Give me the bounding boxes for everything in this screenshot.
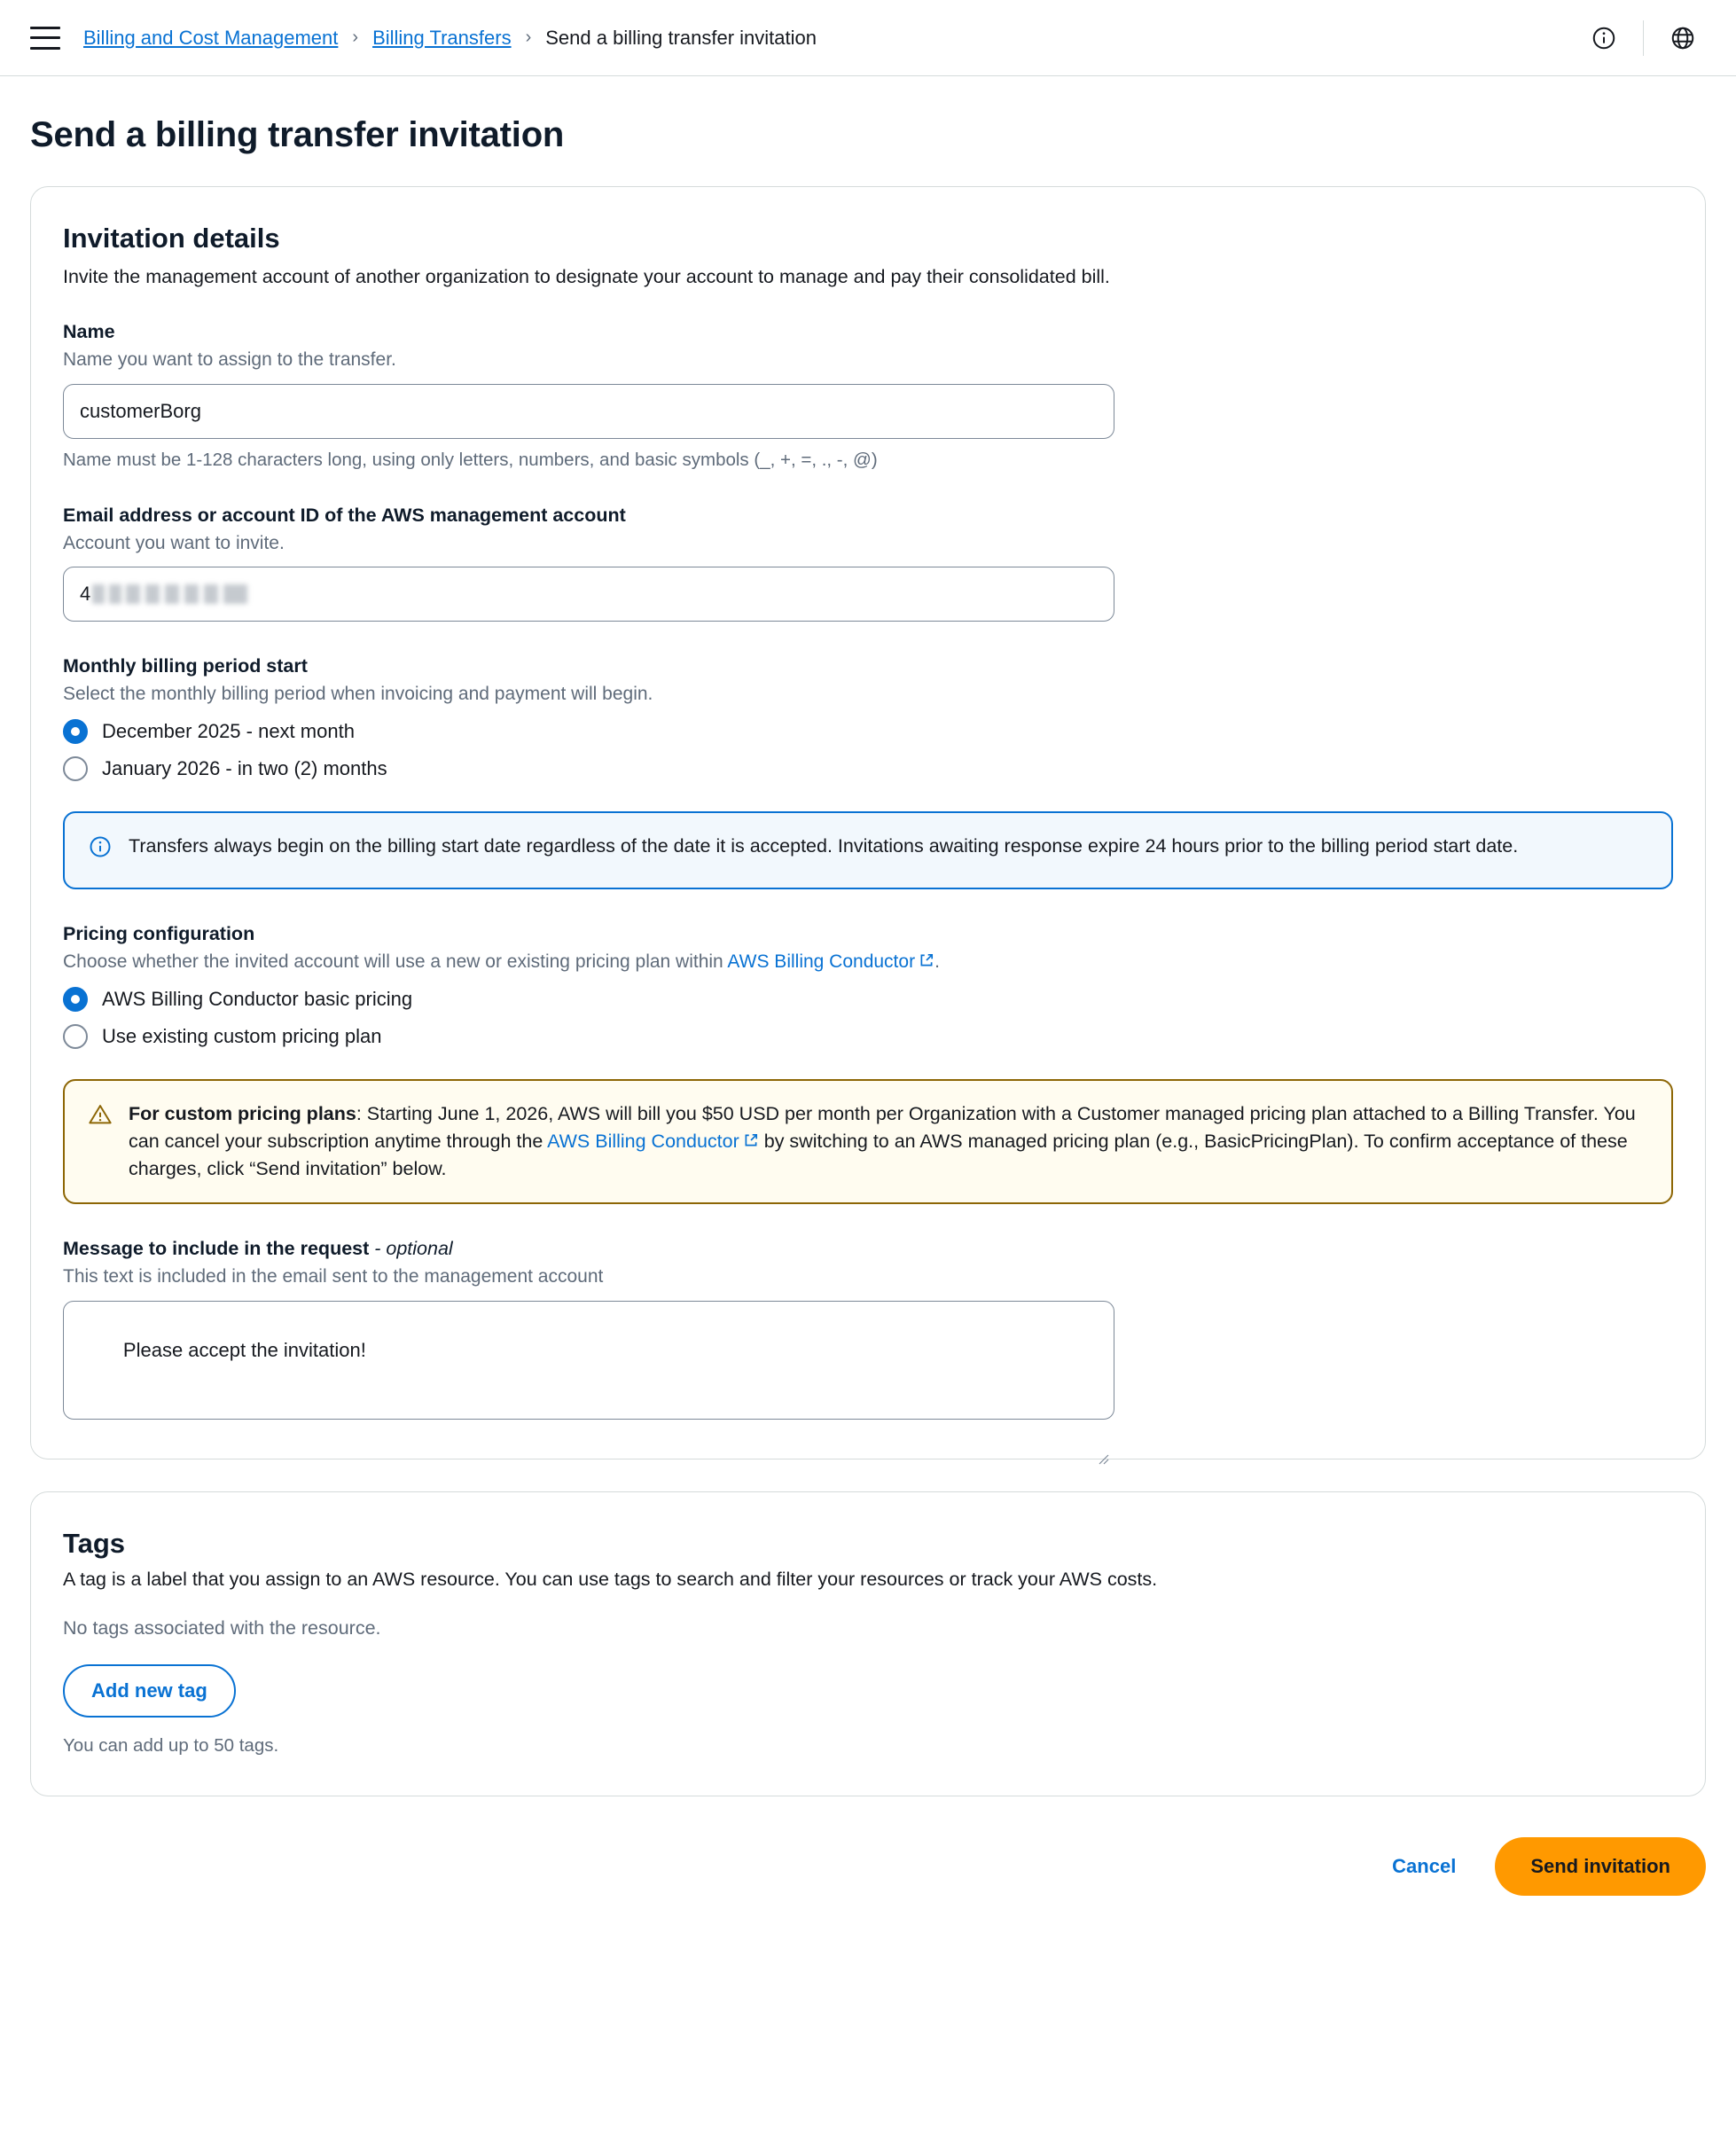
top-navigation-bar [0, 0, 1736, 76]
radio-indicator [63, 1024, 88, 1049]
billing-period-sublabel: Select the monthly billing period when invoicing and payment will begin. [63, 683, 653, 704]
account-masked-value [92, 584, 247, 604]
name-label: Name [63, 321, 115, 343]
breadcrumb [83, 27, 817, 50]
account-sublabel: Account you want to invite. [63, 532, 285, 553]
billing-period-label: Monthly billing period start [63, 654, 308, 677]
pricing-sublabel-prefix: Choose whether the invited account will use a new or existing pricing plan within [63, 951, 728, 972]
add-new-tag-button[interactable]: Add new tag [63, 1664, 236, 1718]
breadcrumb-separator: › [525, 27, 532, 47]
invitation-details-heading: Invitation details [63, 223, 280, 254]
radio-pricing-existing-custom[interactable] [63, 1024, 1673, 1049]
pricing-configuration-label: Pricing configuration [63, 922, 255, 944]
radio-pricing-basic[interactable] [63, 987, 1673, 1012]
account-input[interactable] [63, 567, 1114, 622]
invitation-details-card [30, 186, 1706, 1459]
pricing-sublabel-suffix: . [934, 951, 940, 972]
external-link-icon [919, 950, 934, 966]
page-title: Send a billing transfer invitation [30, 115, 565, 154]
breadcrumb-item-billing-and-cost-management[interactable]: Billing and Cost Management [83, 26, 339, 49]
resize-handle-icon[interactable] [1095, 1401, 1109, 1415]
account-label: Email address or account ID of the AWS management account [63, 504, 626, 526]
account-input-value: 4 [80, 582, 91, 605]
message-textarea-value: Please accept the invitation! [122, 1338, 366, 1361]
name-input-value: customerBorg [80, 399, 201, 422]
info-circle-icon[interactable] [1581, 15, 1627, 61]
tags-description: A tag is a label that you assign to an AWS resource. You can use tags to search and filter your resources or track your AWS costs. [63, 1568, 1158, 1590]
tags-heading: Tags [63, 1527, 126, 1559]
warning-alert-part2: by switching to an AWS managed pricing plan (e.g., BasicPricingPlan). To confirm acceptance of these charges, click “Send invitation” below. [129, 1131, 1628, 1180]
tags-card [30, 1491, 1706, 1796]
tags-empty-state: No tags associated with the resource. [63, 1616, 381, 1639]
warning-alert-part1: : Starting June 1, 2026, AWS will bill you $50 USD per month per Organization with a Customer managed pricing plan attached to a Billing Transfer. You can cancel your subscription anytime through the [129, 1102, 1636, 1153]
invitation-details-description: Invite the management account of another organization to designate your account to manage and pay their consolidated bill. [63, 266, 1110, 287]
pricing-configuration-group [63, 923, 1673, 1049]
radio-billing-period-december-2025[interactable] [63, 719, 1673, 744]
toolbar-divider [1643, 20, 1644, 56]
custom-pricing-warning-alert [63, 1079, 1673, 1205]
message-textarea[interactable] [63, 1301, 1114, 1420]
aws-billing-conductor-link[interactable]: AWS Billing Conductor [547, 1131, 739, 1153]
info-alert [63, 811, 1673, 888]
external-link-icon [743, 1129, 759, 1145]
warning-triangle-icon [88, 1102, 113, 1184]
info-circle-icon [88, 834, 113, 867]
breadcrumb-separator: › [352, 27, 359, 47]
radio-indicator [63, 987, 88, 1012]
tags-limit-hint: You can add up to 50 tags. [63, 1734, 279, 1756]
radio-indicator [63, 719, 88, 744]
message-sublabel: This text is included in the email sent to the management account [63, 1266, 604, 1287]
breadcrumb-item-billing-transfers[interactable]: Billing Transfers [372, 26, 512, 49]
top-bar-actions [1581, 15, 1706, 61]
radio-label: Use existing custom pricing plan [102, 1024, 382, 1047]
radio-indicator [63, 756, 88, 781]
radio-label: AWS Billing Conductor basic pricing [102, 987, 413, 1010]
name-input[interactable] [63, 384, 1114, 439]
name-constraint-hint: Name must be 1-128 characters long, using only letters, numbers, and basic symbols (_, +, =, ., -, @) [63, 449, 878, 470]
message-label-text: Message to include in the request [63, 1238, 370, 1260]
globe-icon[interactable] [1660, 15, 1706, 61]
radio-billing-period-january-2026[interactable] [63, 756, 1673, 781]
breadcrumb-item-current: Send a billing transfer invitation [545, 26, 817, 49]
message-label [63, 1238, 1673, 1260]
message-label-optional: - optional [369, 1238, 453, 1260]
form-actions [30, 1828, 1706, 1913]
radio-label: December 2025 - next month [102, 720, 355, 743]
name-field-group [63, 321, 1673, 470]
page-content [0, 113, 1736, 1949]
name-sublabel: Name you want to assign to the transfer. [63, 349, 396, 371]
send-invitation-button[interactable]: Send invitation [1495, 1837, 1706, 1896]
warning-alert-text [129, 1100, 1648, 1184]
radio-label: January 2026 - in two (2) months [102, 757, 387, 780]
billing-period-group [63, 655, 1673, 781]
cancel-button[interactable]: Cancel [1383, 1843, 1465, 1890]
account-field-group [63, 505, 1673, 622]
info-alert-text: Transfers always begin on the billing start date regardless of the date it is accepted. Invitations awaiting response expire 24 hours prior to the billing period start date. [129, 835, 1519, 857]
pricing-configuration-sublabel [63, 949, 1673, 974]
hamburger-icon[interactable] [30, 27, 60, 50]
message-field-group [63, 1238, 1673, 1419]
aws-billing-conductor-link[interactable]: AWS Billing Conductor [727, 951, 916, 972]
warning-alert-bold-prefix: For custom pricing plans [129, 1102, 356, 1124]
